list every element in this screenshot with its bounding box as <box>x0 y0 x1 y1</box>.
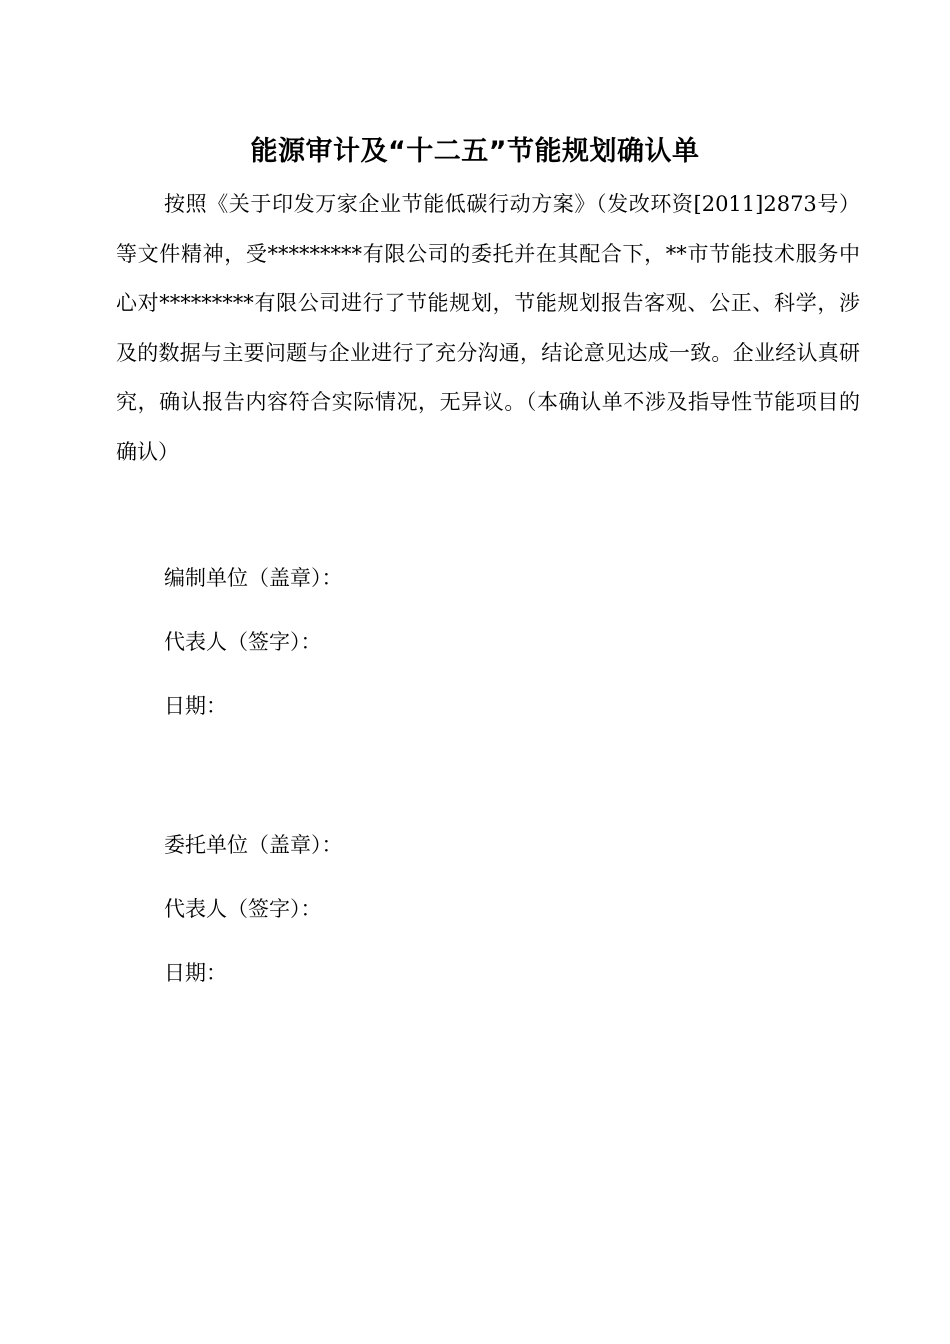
client-signature-block <box>164 829 764 1021</box>
compiler-representative-label: 代表人（签字）： <box>164 630 322 654</box>
compiler-date-label: 日期： <box>164 694 227 718</box>
client-date-label: 日期： <box>164 961 227 985</box>
compiler-unit-label: 编制单位（盖章）： <box>164 566 343 590</box>
client-unit-label: 委托单位（盖章）： <box>164 833 343 857</box>
client-representative-label: 代表人（签字）： <box>164 897 322 921</box>
document-title: 能源审计及“十二五”节能规划确认单 <box>250 136 700 167</box>
compiler-signature-block <box>164 562 764 754</box>
confirmation-paragraph: 按照《关于印发万家企业节能低碳行动方案》（发改环资[2011]2873号）等文件精神，受*********有限公司的委托并在其配合下，**市节能技术服务中心对*********有限公司进行了节能规划，节能规划报告客观、公正、科学，涉及的数据与主要问题与企业进行了充分沟通，结论意见达成一致。企业经认真研究，确认报告内容符合实际情况，无异议。（本确认单不涉及指导性节能项目的确认） <box>116 192 860 464</box>
